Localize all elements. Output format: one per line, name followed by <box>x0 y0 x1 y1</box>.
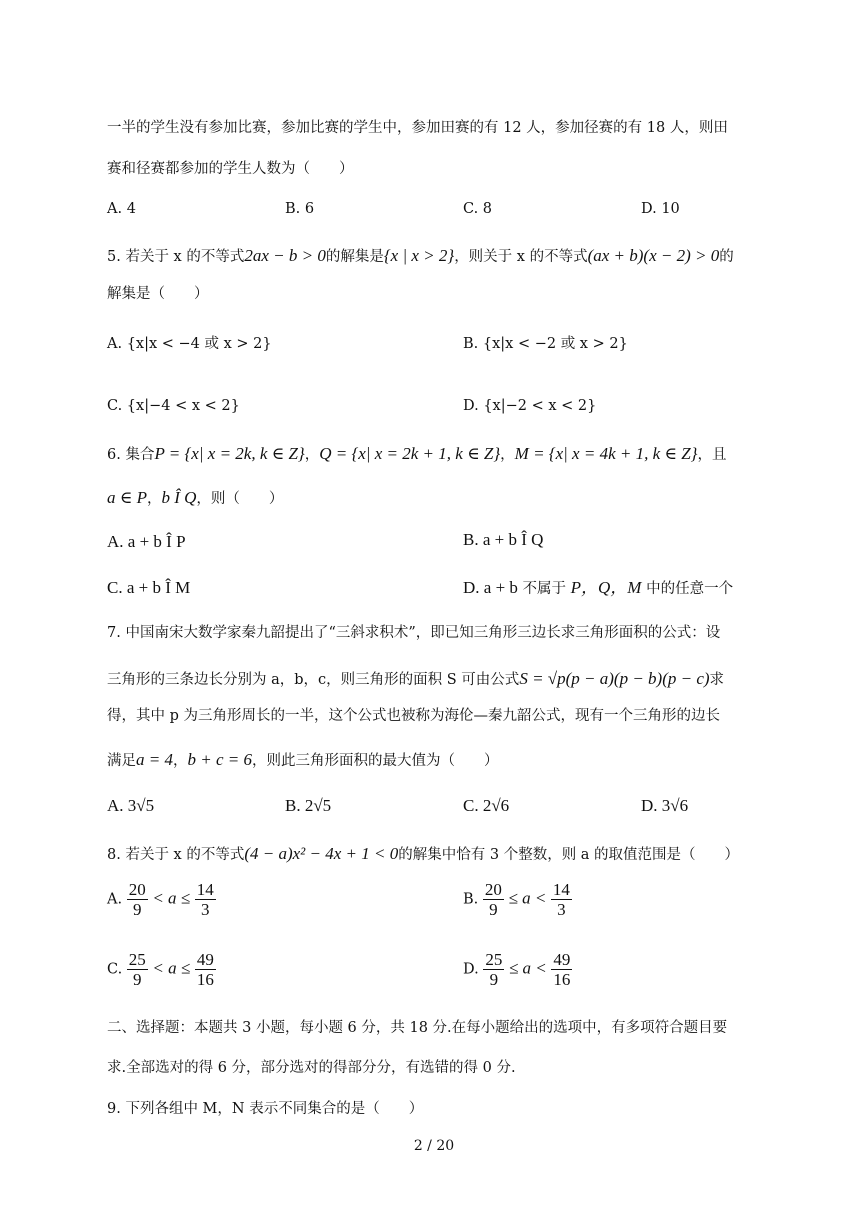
text-line: 7. 中国南宋大数学家秦九韶提出了“三斜求积术”，即已知三角形三边长求三角形面积的公式：设 <box>107 625 721 641</box>
math: P，Q，M <box>570 578 642 597</box>
fraction: $\frac{14}{3}$ <box>196 880 214 919</box>
text: ，则（ ） <box>196 491 284 507</box>
text: 6. 集合 <box>107 447 155 463</box>
fraction: $\frac{49}{16}$ <box>196 950 214 989</box>
text: 5. 若关于 x 的不等式 <box>107 249 245 265</box>
option-d: D. 3√6 <box>641 796 689 815</box>
text-line: 赛和径赛都参加的学生人数为（ ） <box>107 161 354 177</box>
text: 的 <box>719 249 734 265</box>
fraction: $\frac{20}{9}$ <box>128 880 146 919</box>
option-d: D. {x|−2 < x < 2} <box>463 398 597 414</box>
question-7-cond: 满足a = 4，b + c = 6，则此三角形面积的最大值为（ ） <box>107 750 499 769</box>
text: 的解集是 <box>325 249 384 265</box>
option-c <box>107 950 216 989</box>
relation: ≤ a < <box>508 958 547 978</box>
page-number: 2 / 20 <box>413 1138 455 1154</box>
option-label: D. <box>463 961 479 978</box>
question-8 <box>107 844 739 865</box>
math: M = {x| x = 4k + 1, k ∈ Z} <box>514 444 698 463</box>
math: P = {x| x = 2k, k ∈ Z} <box>154 444 305 463</box>
text: ，且 <box>697 447 727 463</box>
math: 2ax − b > 0 <box>244 246 326 265</box>
text: 8. 若关于 x 的不等式 <box>107 847 245 863</box>
option-d: D. 10 <box>641 201 680 217</box>
text: ，则关于 x 的不等式 <box>454 249 588 265</box>
option-c: C. a + b Î M <box>107 578 191 597</box>
section-header: 二、选择题：本题共 3 小题，每小题 6 分，共 18 分.在每小题给出的选项中，有多项符合题目要 <box>107 1020 728 1036</box>
option-c: C. 8 <box>463 201 493 217</box>
math: (ax + b)(x − 2) > 0 <box>587 246 720 265</box>
text: 满足 <box>107 753 136 769</box>
question-7-formula <box>107 669 724 690</box>
option-b: B. {x|x < −2 或 x > 2} <box>463 336 628 352</box>
option-a: A. a + b Î P <box>107 532 186 551</box>
option-b: B. 6 <box>285 201 315 217</box>
question-9: 9. 下列各组中 M，N 表示不同集合的是（ ） <box>107 1101 424 1117</box>
text: 求 <box>709 672 725 688</box>
option-label: C. <box>107 961 123 978</box>
option-b <box>463 880 572 919</box>
text-line: 一半的学生没有参加比赛，参加比赛的学生中，参加田赛的有 12 人，参加径赛的有 18 人，则田 <box>107 120 728 136</box>
option-a: A. 3√5 <box>107 796 155 815</box>
fraction: $\frac{14}{3}$ <box>552 880 570 919</box>
relation: < a ≤ <box>152 888 191 908</box>
question-6: 6. 集合P = {x| x = 2k, k ∈ Z}，Q = {x| x = 2k + 1, k ∈ Z}，M = {x| x = 4k + 1, k ∈ Z}，且 <box>107 444 727 463</box>
fraction: $\frac{25}{9}$ <box>128 950 146 989</box>
math: D. a + b <box>463 578 518 597</box>
option-label: A. <box>107 891 123 908</box>
math: a ∈ P <box>107 488 147 507</box>
relation: ≤ a < <box>508 888 547 908</box>
text: 三角形的三条边长分别为 a，b，c，则三角形的面积 S 可由公式 <box>107 672 520 688</box>
option-a: A. {x|x < −4 或 x > 2} <box>107 336 272 352</box>
option-b: B. a + b Î Q <box>463 530 544 549</box>
math: Q = {x| x = 2k + 1, k ∈ Z} <box>319 444 501 463</box>
question-6-cont: a ∈ P，b Î Q，则（ ） <box>107 488 284 507</box>
math: (4 − a)x² − 4x + 1 < 0 <box>244 844 399 863</box>
fraction: $\frac{49}{16}$ <box>553 950 571 989</box>
text-line: 得，其中 p 为三角形周长的一半，这个公式也被称为海伦—秦九韶公式，现有一个三角形的边长 <box>107 708 720 724</box>
math: a = 4 <box>136 750 173 769</box>
math: b + c = 6 <box>187 750 252 769</box>
text-line: 解集是（ ） <box>107 286 209 302</box>
math: S = √p(p − a)(p − b)(p − c) <box>519 669 710 688</box>
text: 不属于 <box>517 581 571 597</box>
fraction: $\frac{20}{9}$ <box>484 880 502 919</box>
question-5 <box>107 246 734 267</box>
math: {x | x > 2} <box>383 246 455 265</box>
option-c: C. 2√6 <box>463 796 510 815</box>
option-d <box>463 950 572 989</box>
option-c: C. {x|−4 < x < 2} <box>107 398 240 414</box>
option-a: A. 4 <box>107 201 136 217</box>
option-d <box>463 578 733 599</box>
section-desc: 求.全部选对的得 6 分，部分选对的得部分分，有选错的得 0 分. <box>107 1060 516 1076</box>
relation: < a ≤ <box>152 958 191 978</box>
fraction: $\frac{25}{9}$ <box>485 950 503 989</box>
math: b Î Q <box>161 488 197 507</box>
text: 中的任意一个 <box>641 581 734 597</box>
option-label: B. <box>463 891 479 908</box>
text: ，则此三角形面积的最大值为（ ） <box>251 753 499 769</box>
option-a <box>107 880 216 919</box>
option-b: B. 2√5 <box>285 796 332 815</box>
text: 的解集中恰有 3 个整数，则 a 的取值范围是（ ） <box>398 847 740 863</box>
